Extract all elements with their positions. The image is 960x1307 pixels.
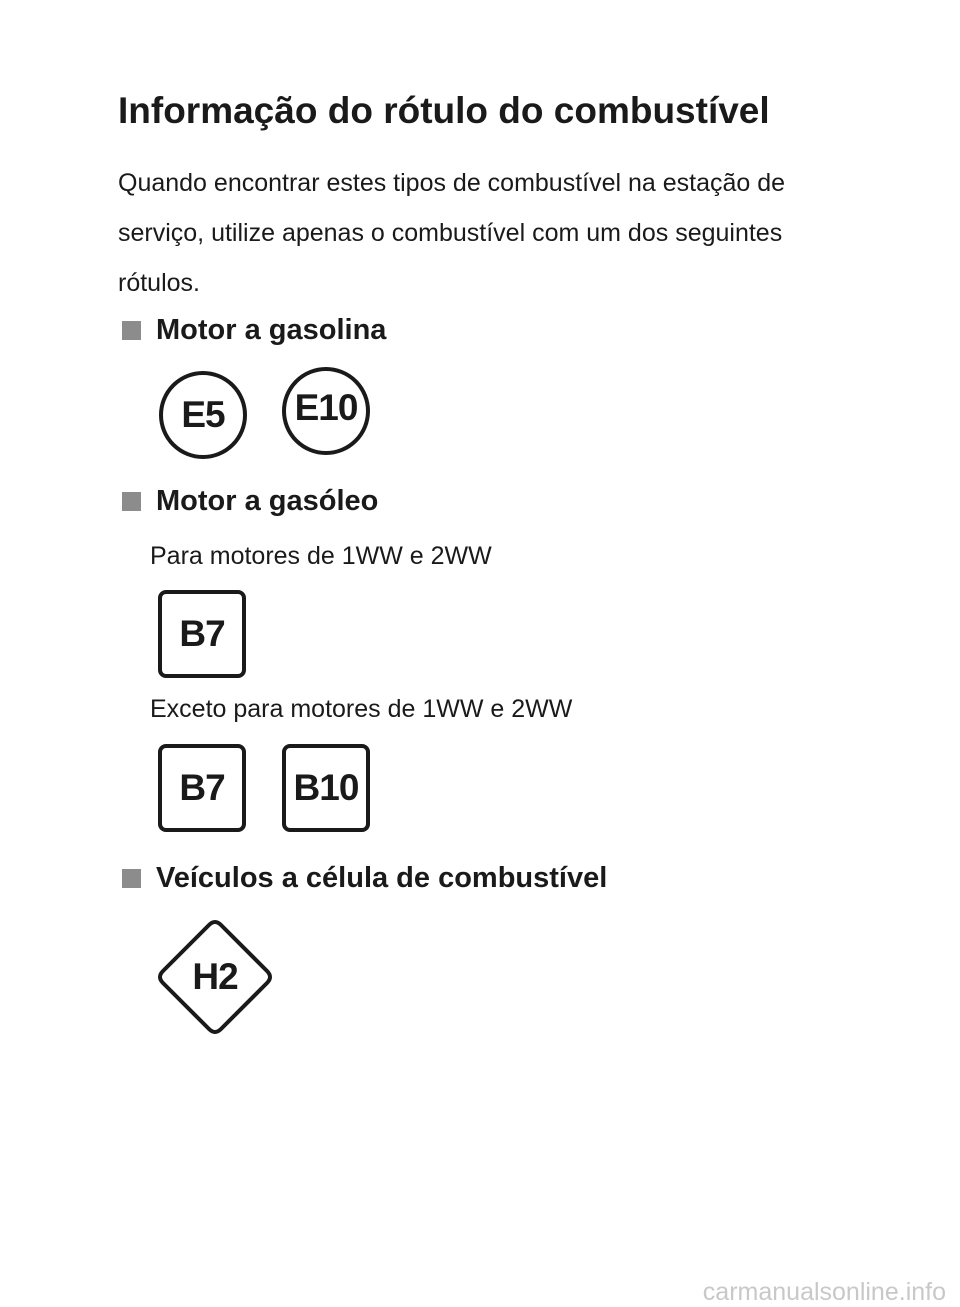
intro-line: rótulos. (118, 269, 200, 297)
fuel-label-b7-square (158, 590, 246, 678)
section-heading-label: Veículos a célula de combustível (156, 862, 608, 894)
section-heading-diesel (122, 485, 378, 518)
diesel-note-1ww-2ww: Para motores de 1WW e 2WW (150, 542, 492, 570)
intro-line: Quando encontrar estes tipos de combustível na estação de (118, 169, 786, 197)
gray-square-bullet-icon (122, 321, 141, 340)
section-heading-fuel-cell (122, 862, 607, 895)
fuel-label-text: E5 (181, 394, 225, 435)
section-heading-label: Motor a gasóleo (156, 485, 379, 517)
page-title: Informação do rótulo do combustível (118, 90, 770, 131)
diesel-note-except-1ww-2ww: Exceto para motores de 1WW e 2WW (150, 695, 573, 723)
fuel-label-text: H2 (192, 956, 238, 997)
fuel-label-text: B7 (179, 767, 225, 808)
intro-line: serviço, utilize apenas o combustível com um dos seguintes (118, 219, 783, 247)
gray-square-bullet-icon (122, 492, 141, 511)
section-heading-label: Motor a gasolina (156, 314, 387, 346)
gray-square-bullet-icon (122, 869, 141, 888)
section-heading-gasoline (122, 314, 386, 347)
fuel-label-e10-circle (282, 367, 370, 455)
fuel-label-text: B10 (293, 767, 359, 808)
fuel-label-text: E10 (294, 387, 358, 428)
fuel-label-b10-square (282, 744, 370, 832)
fuel-label-h2-diamond (155, 917, 275, 1037)
fuel-label-text: B7 (179, 613, 225, 654)
fuel-label-b7-square (158, 744, 246, 832)
fuel-label-e5-circle (159, 371, 247, 459)
watermark: carmanualsonline.info (702, 1278, 946, 1306)
intro-paragraph (118, 158, 858, 308)
